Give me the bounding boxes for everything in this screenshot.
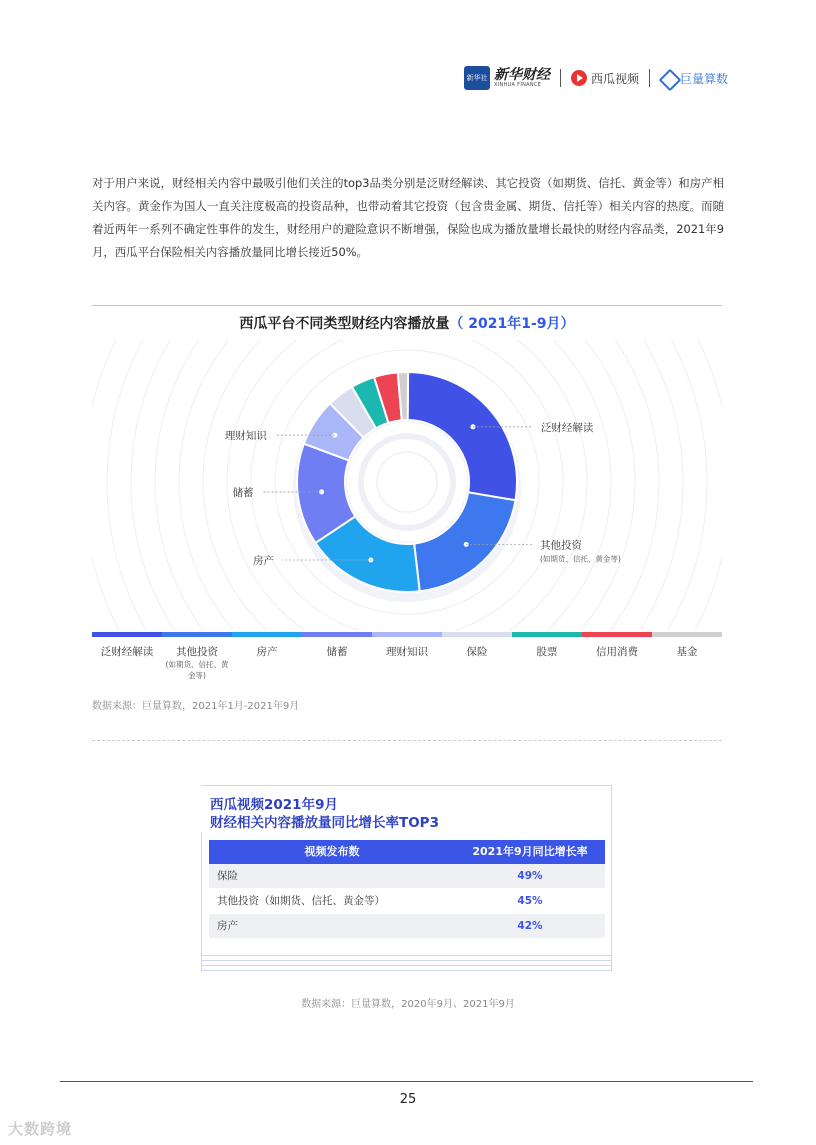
row-category: 保险 [217, 870, 238, 882]
callout-label: 房产 [253, 555, 274, 568]
legend-swatch [372, 632, 442, 637]
header-logos [464, 64, 728, 92]
legend-item [582, 646, 652, 681]
legend-swatch [652, 632, 722, 637]
xigua-video-name: 西瓜视频 [590, 71, 639, 86]
legend-label: 储蓄 [326, 646, 348, 658]
callout-label: 理财知识 [224, 430, 267, 443]
chart-title [92, 313, 722, 333]
legend-item [92, 646, 162, 681]
chart-title-main: 西瓜平台不同类型财经内容播放量 [239, 316, 450, 332]
callout-note: (如期货、信托、黄金等) [540, 554, 621, 564]
row-category: 房产 [217, 920, 238, 932]
row-growth: 49% [517, 870, 543, 882]
legend-label: 理财知识 [386, 646, 428, 658]
juliang-logo [660, 70, 728, 87]
table-bottom-lines [202, 951, 611, 966]
xinhua-finance-name: 新华财经 [493, 67, 550, 83]
table-title [210, 796, 439, 832]
row-growth: 45% [517, 895, 543, 907]
donut-hole [347, 422, 467, 542]
table-title-line1: 西瓜视频2021年9月 [210, 797, 338, 813]
legend-swatch [442, 632, 512, 637]
legend-swatch [162, 632, 232, 637]
chart-top-rule [92, 305, 722, 306]
row-category: 其他投资（如期货、信托、黄金等） [217, 895, 385, 907]
table-row [209, 914, 605, 938]
callout-label: 其他投资 [540, 539, 582, 552]
legend-label: 其他投资 [176, 646, 218, 658]
table-header-growth: 2021年9月同比增长率 [472, 845, 588, 858]
juliang-name: 巨量算数 [679, 71, 728, 86]
xinhua-finance-logo [464, 66, 550, 90]
legend-color-bars [92, 632, 722, 637]
table-header-category: 视频发布数 [304, 845, 360, 858]
legend-item [652, 646, 722, 681]
callout-label: 储蓄 [232, 486, 254, 499]
legend-label: 房产 [256, 646, 278, 658]
watermark-logo: 大数跨境 [8, 1120, 73, 1138]
legend-item [302, 646, 372, 681]
donut-chart-svg [92, 340, 722, 630]
donut-chart [92, 340, 722, 630]
table-source: 数据来源：巨量算数，2020年9月、2021年9月 [301, 999, 515, 1010]
section-divider [92, 740, 722, 741]
logo-divider [649, 69, 650, 87]
page-number: 25 [399, 1092, 417, 1107]
legend-item [232, 646, 302, 681]
chart-title-period: （ 2021年1-9月） [449, 316, 575, 332]
table-title-line2: 财经相关内容播放量同比增长率TOP3 [210, 815, 439, 831]
diamond-icon [660, 70, 676, 86]
legend-item [372, 646, 442, 681]
growth-table-card [201, 785, 612, 971]
legend-label: 信用消费 [596, 646, 638, 658]
legend-swatch [582, 632, 652, 637]
table-header [209, 840, 605, 864]
intro-paragraph: 对于用户来说，财经相关内容中最吸引他们关注的top3品类分别是泛财经解读、其它投资（如期货、信托、黄金等）和房产相关内容。黄金作为国人一直关注度极高的投资品种，也带动着其它投资（包含贵金属、期货、信托等）相关内容的热度。而随着近两年一系列不确定性事件的发生，财经用户的避险意识不断增强，保险也成为播放量增长最快的财经内容品类，2021年9月，西瓜平台保险相关内容播放量同比增长接近50%。 [92, 176, 724, 259]
table-row [209, 889, 605, 913]
legend-swatch [302, 632, 372, 637]
table-row [209, 864, 605, 888]
legend-item [442, 646, 512, 681]
footer-rule [60, 1081, 753, 1082]
legend-note: (如期货、信托、黄金等) [165, 660, 229, 680]
legend-item [162, 646, 232, 681]
callout-label: 泛财经解读 [540, 421, 594, 434]
chart-source: 数据来源：巨量算数，2021年1月-2021年9月 [92, 701, 300, 712]
legend-swatch [512, 632, 582, 637]
legend-label: 泛财经解读 [100, 646, 154, 658]
legend-label: 基金 [676, 646, 698, 658]
xigua-video-logo [571, 70, 639, 87]
legend-swatch [232, 632, 302, 637]
xinhua-badge-icon: 新华社 [464, 66, 490, 90]
legend-labels [92, 646, 722, 681]
legend-label: 保险 [466, 646, 488, 658]
row-growth: 42% [517, 920, 543, 932]
play-icon [571, 70, 587, 86]
xinhua-finance-sub: XINHUA FINANCE [493, 82, 542, 88]
legend-label: 股票 [536, 646, 558, 658]
legend-swatch [92, 632, 162, 637]
legend-item [512, 646, 582, 681]
logo-divider [560, 69, 561, 87]
